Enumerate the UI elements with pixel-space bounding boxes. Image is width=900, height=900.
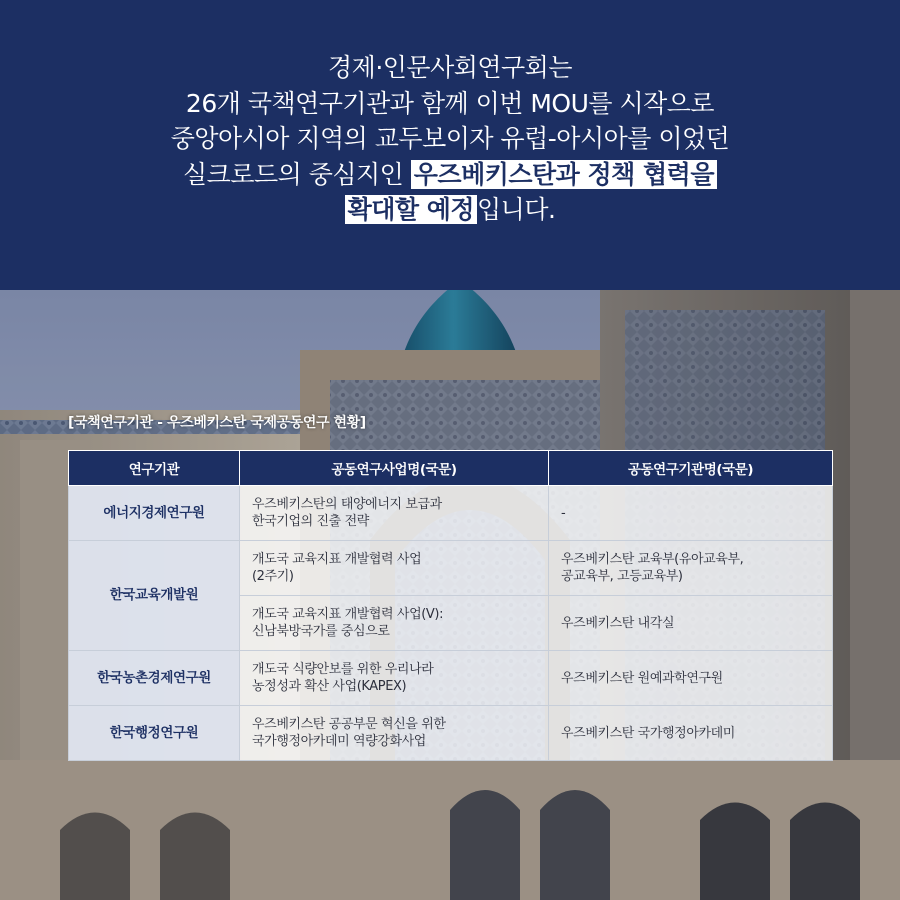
headline-highlight-1: 우즈베키스탄과 정책 협력을 bbox=[411, 160, 717, 189]
project-line: 농정성과 확산 사업(KAPEX) bbox=[252, 679, 407, 694]
project-line: (2주기) bbox=[252, 569, 294, 584]
table-row bbox=[69, 541, 833, 596]
partner-cell bbox=[549, 486, 833, 541]
headline-line-4 bbox=[0, 157, 900, 193]
partner-line: 우즈베키스탄 국가행정아카데미 bbox=[561, 725, 735, 741]
table-header-row bbox=[69, 451, 833, 486]
headline-highlight-2: 확대할 예정 bbox=[345, 195, 477, 224]
partner-line: - bbox=[561, 505, 566, 521]
project-line: 한국기업의 진출 전략 bbox=[252, 514, 369, 529]
header-partner-name: 공동연구기관명(국문) bbox=[549, 451, 833, 486]
partner-cell bbox=[549, 651, 833, 706]
table-row bbox=[69, 706, 833, 761]
institution-cell: 에너지경제연구원 bbox=[69, 486, 240, 541]
project-cell bbox=[240, 541, 549, 596]
table-row bbox=[69, 651, 833, 706]
headline-line-3: 중앙아시아 지역의 교두보이자 유럽-아시아를 이었던 bbox=[170, 124, 730, 153]
institution-cell: 한국교육개발원 bbox=[69, 541, 240, 651]
headline-line-5-text: 입니다. bbox=[477, 195, 556, 224]
partner-line: 우즈베키스탄 교육부(유아교육부, bbox=[561, 552, 744, 567]
project-cell bbox=[240, 486, 549, 541]
partner-line: 공교육부, 고등교육부) bbox=[561, 569, 683, 584]
header-project-name: 공동연구사업명(국문) bbox=[240, 451, 549, 486]
project-line: 신남북방국가를 중심으로 bbox=[252, 624, 390, 639]
joint-research-table bbox=[68, 450, 833, 761]
project-line: 우즈베키스탄의 태양에너지 보급과 bbox=[252, 497, 442, 512]
headline-line-4-text: 실크로드의 중심지인 bbox=[183, 159, 411, 189]
partner-cell bbox=[549, 541, 833, 596]
project-line: 개도국 교육지표 개발협력 사업(V): bbox=[252, 607, 444, 622]
institution-cell: 한국농촌경제연구원 bbox=[69, 651, 240, 706]
project-cell bbox=[240, 706, 549, 761]
header-institution: 연구기관 bbox=[69, 451, 240, 486]
partner-cell bbox=[549, 706, 833, 761]
project-line: 국가행정아카데미 역량강화사업 bbox=[252, 734, 426, 749]
table-row bbox=[69, 486, 833, 541]
headline-line-5 bbox=[0, 192, 900, 228]
header-banner bbox=[0, 0, 900, 290]
partner-line: 우즈베키스탄 내각실 bbox=[561, 615, 675, 631]
table-caption: [국책연구기관 - 우즈베키스탄 국제공동연구 현황] bbox=[68, 415, 366, 431]
project-cell bbox=[240, 651, 549, 706]
project-line: 개도국 식량안보를 위한 우리나라 bbox=[252, 662, 434, 677]
partner-cell bbox=[549, 596, 833, 651]
project-line: 개도국 교육지표 개발협력 사업 bbox=[252, 552, 422, 567]
project-line: 우즈베키스탄 공공부문 혁신을 위한 bbox=[252, 717, 446, 732]
partner-line: 우즈베키스탄 원예과학연구원 bbox=[561, 670, 723, 686]
headline bbox=[0, 50, 900, 228]
headline-line-1: 경제·인문사회연구회는 bbox=[328, 53, 572, 82]
project-cell bbox=[240, 596, 549, 651]
headline-line-2: 26개 국책연구기관과 함께 이번 MOU를 시작으로 bbox=[185, 88, 715, 118]
institution-cell: 한국행정연구원 bbox=[69, 706, 240, 761]
